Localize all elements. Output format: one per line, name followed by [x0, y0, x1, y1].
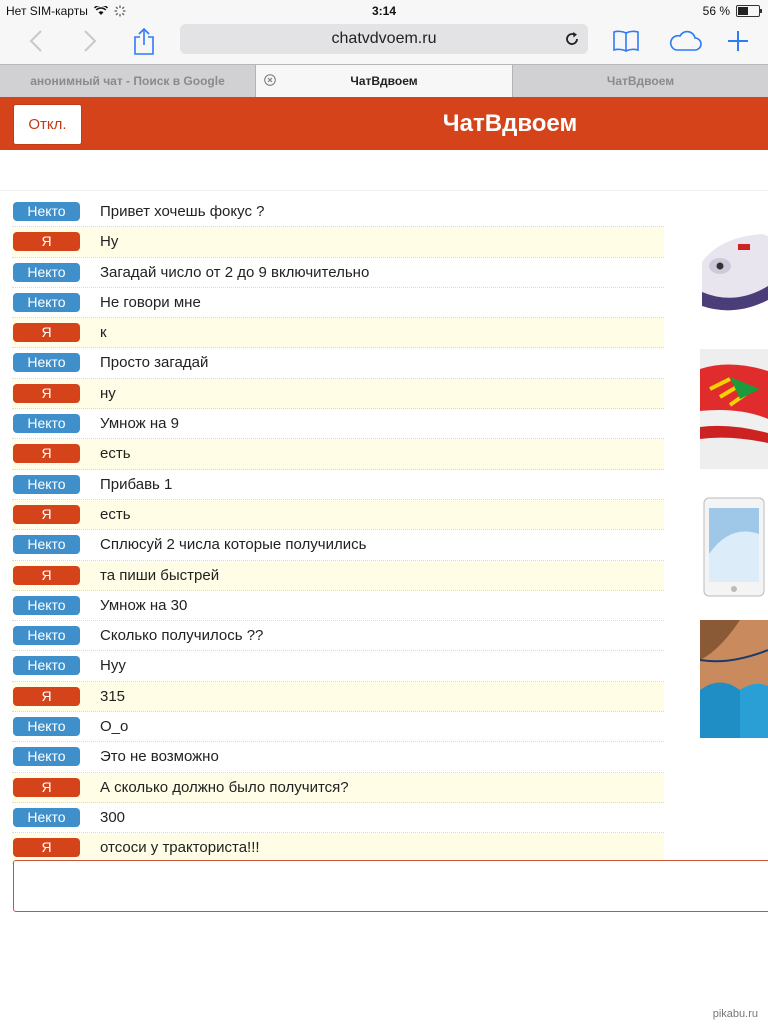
message-text: ну	[100, 384, 116, 402]
sender-badge-stranger: Некто	[13, 656, 80, 675]
message-text: Просто загадай	[100, 354, 209, 372]
share-button[interactable]	[124, 22, 164, 60]
tab-chatvdvoem[interactable]	[513, 65, 768, 97]
message-text: Умнож на 30	[100, 596, 188, 614]
sender-badge-me: Я	[13, 778, 80, 797]
watermark: pikabu.ru	[712, 1008, 758, 1020]
chat-message-row	[12, 591, 664, 621]
status-bar	[0, 0, 768, 22]
chat-message-row	[12, 621, 664, 651]
message-text: Ну	[100, 233, 119, 251]
chat-message-row	[12, 833, 664, 863]
sender-badge-me: Я	[13, 566, 80, 585]
chat-message-row	[12, 561, 664, 591]
plus-icon	[727, 30, 749, 52]
ad-image	[700, 222, 768, 314]
message-text: Нуу	[100, 657, 126, 675]
chat-message-row	[12, 530, 664, 560]
message-text: та пиши быстрей	[100, 566, 220, 584]
tab-label: ЧатВдвоем	[350, 74, 418, 88]
sender-badge-stranger: Некто	[13, 202, 80, 221]
chat-message-row	[12, 470, 664, 500]
ad-banner-phone[interactable]	[700, 494, 768, 600]
chat-message-row	[12, 348, 664, 378]
chat-message-row	[12, 682, 664, 712]
battery-percent: 56 %	[702, 4, 730, 18]
site-title: ЧатВдвоем	[442, 110, 578, 137]
book-icon	[612, 30, 640, 52]
chat-message-row	[12, 258, 664, 288]
chat-message-row	[12, 227, 664, 257]
forward-button[interactable]	[70, 22, 110, 60]
sender-badge-me: Я	[13, 232, 80, 251]
message-text: Прибавь 1	[100, 475, 173, 493]
tab-google-search[interactable]	[0, 65, 256, 97]
sender-badge-me: Я	[13, 384, 80, 403]
tab-bar	[0, 64, 768, 98]
message-text: к	[100, 324, 107, 342]
message-text: Сплюсуй 2 числа которые получились	[100, 536, 367, 554]
url-text: chatvdvoem.ru	[331, 30, 437, 47]
sender-badge-stranger: Некто	[13, 626, 80, 645]
message-text: 300	[100, 808, 126, 826]
chat-message-row	[12, 500, 664, 530]
message-text: О_о	[100, 718, 129, 736]
new-tab-button[interactable]	[718, 22, 758, 60]
sender-badge-me: Я	[13, 838, 80, 857]
sender-badge-stranger: Некто	[13, 808, 80, 827]
chat-message-row	[12, 651, 664, 681]
message-text: Умнож на 9	[100, 415, 179, 433]
sender-badge-me: Я	[13, 323, 80, 342]
sender-badge-stranger: Некто	[13, 535, 80, 554]
message-text: А сколько должно было получится?	[100, 778, 349, 796]
sender-badge-stranger: Некто	[13, 475, 80, 494]
sender-badge-stranger: Некто	[13, 263, 80, 282]
site-header	[0, 97, 768, 150]
ad-banner-sneakers[interactable]	[700, 349, 768, 469]
ad-banner-photo[interactable]	[700, 620, 768, 738]
address-bar[interactable]	[180, 24, 588, 54]
sender-badge-stranger: Некто	[13, 717, 80, 736]
message-text: Загадай число от 2 до 9 включительно	[100, 263, 370, 281]
ad-image	[700, 349, 768, 469]
sender-badge-me: Я	[13, 444, 80, 463]
browser-toolbar	[0, 22, 768, 64]
message-text: есть	[100, 445, 131, 463]
chat-message-row	[12, 773, 664, 803]
sender-badge-stranger: Некто	[13, 293, 80, 312]
message-text: Это не возможно	[100, 748, 219, 766]
disconnect-button[interactable]: Откл.	[13, 104, 82, 145]
chat-log	[12, 197, 664, 864]
bookmarks-button[interactable]	[606, 22, 646, 60]
ad-image	[700, 494, 768, 600]
message-text: Привет хочешь фокус ?	[100, 203, 265, 220]
tab-label: анонимный чат - Поиск в Google	[30, 74, 225, 88]
chat-message-row	[12, 712, 664, 742]
sender-badge-stranger: Некто	[13, 596, 80, 615]
message-text: 315	[100, 687, 126, 705]
carrier-label: Нет SIM-карты	[6, 4, 88, 18]
sender-badge-stranger: Некто	[13, 353, 80, 372]
chat-message-row	[12, 288, 664, 318]
reload-button[interactable]	[562, 29, 582, 49]
icloud-tabs-button[interactable]	[662, 22, 708, 60]
chat-message-row	[12, 409, 664, 439]
tab-label: ЧатВдвоем	[606, 74, 675, 88]
reload-icon	[564, 31, 580, 47]
sender-badge-me: Я	[13, 687, 80, 706]
message-input[interactable]	[13, 860, 768, 912]
back-arrow-icon	[29, 30, 43, 52]
ad-image	[700, 620, 768, 738]
message-text: Не говори мне	[100, 293, 201, 311]
message-text: отсоси у тракториста!!!	[100, 839, 260, 857]
chat-message-row	[12, 439, 664, 469]
chat-message-row	[12, 318, 664, 348]
cloud-icon	[667, 30, 703, 52]
sender-badge-stranger: Некто	[13, 747, 80, 766]
message-text: Сколько получилось ??	[100, 627, 264, 645]
back-button[interactable]	[16, 22, 56, 60]
message-text: есть	[100, 505, 131, 523]
battery-icon	[736, 5, 760, 17]
forward-arrow-icon	[83, 30, 97, 52]
sender-badge-stranger: Некто	[13, 414, 80, 433]
chat-message-row	[12, 803, 664, 833]
chat-message-row	[12, 742, 664, 772]
chat-message-row	[12, 379, 664, 409]
chat-message-row	[12, 197, 664, 227]
share-icon	[133, 27, 155, 55]
clock: 3:14	[371, 4, 397, 18]
ad-banner-device[interactable]	[700, 222, 768, 314]
close-tab-icon[interactable]	[264, 74, 276, 86]
sender-badge-me: Я	[13, 505, 80, 524]
tab-chatvdvoem-active[interactable]	[256, 65, 513, 97]
divider	[0, 190, 768, 191]
